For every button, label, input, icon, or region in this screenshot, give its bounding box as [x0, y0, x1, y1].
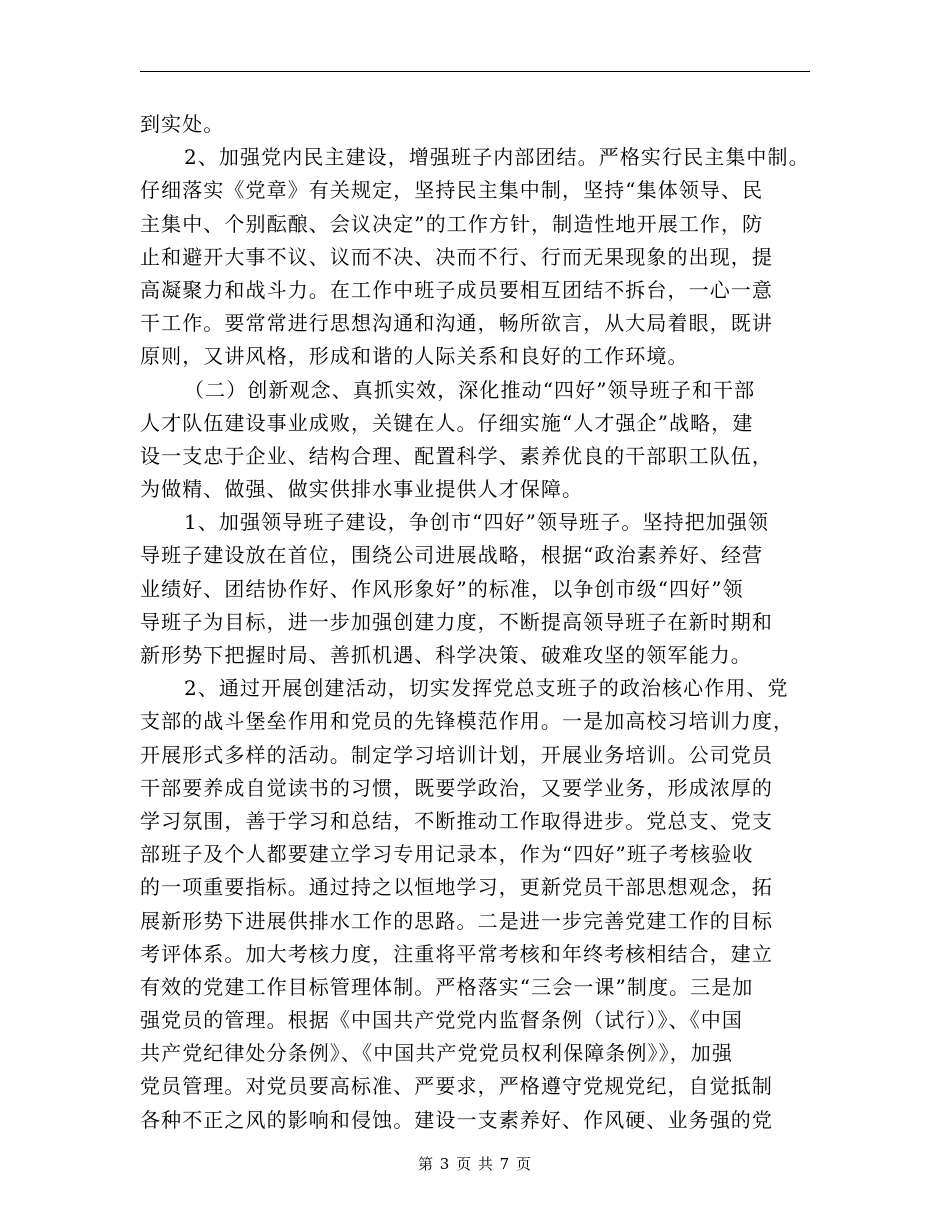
text-line: 1、加强领导班子建设，争创市“四好”领导班子。坚持把加强领	[184, 510, 770, 535]
text-line: 开展形式多样的活动。制定学习培训计划，开展业务培训。公司党员	[140, 742, 773, 767]
text-line: 支部的战斗堡垒作用和党员的先锋模范作用。一是加高校习培训力度，	[140, 709, 795, 734]
text-line: 干工作。要常常进行思想沟通和沟通，畅所欲言，从大局着眼，既讲	[140, 311, 773, 336]
text-line: 导班子为目标，进一步加强创建力度，不断提高领导班子在新时期和	[140, 609, 773, 634]
text-line: 考评体系。加大考核力度，注重将平常考核和年终考核相结合，建立	[140, 941, 773, 966]
text-line: 干部要养成自觉读书的习惯，既要学政治，又要学业务，形成浓厚的	[140, 775, 773, 800]
text-line: 2、加强党内民主建设，增强班子内部团结。严格实行民主集中制。	[184, 145, 810, 170]
text-line: 高凝聚力和战斗力。在工作中班子成员要相互团结不拆台，一心一意	[140, 277, 773, 302]
text-line: 为做精、做强、做实供排水事业提供人才保障。	[140, 477, 584, 502]
text-line: 止和避开大事不议、议而不决、决而不行、行而无果现象的出现，提	[140, 244, 773, 269]
text-line: 2、通过开展创建活动，切实发挥党总支班子的政治核心作用、党	[184, 676, 789, 701]
text-line: 导班子建设放在首位，围绕公司进展战略，根据“政治素养好、经营	[140, 543, 764, 568]
text-line: 仔细落实《党章》有关规定，坚持民主集中制，坚持“集体领导、民	[140, 178, 764, 203]
text-line: 有效的党建工作目标管理体制。严格落实“三会一课”制度。三是加	[140, 974, 754, 999]
header-rule	[140, 71, 810, 72]
text-line: 到实处。	[140, 112, 225, 136]
text-line: 部班子及个人都要建立学习专用记录本，作为“四好”班子考核验收	[140, 842, 754, 867]
text-line: 共产党纪律处分条例》、《中国共产党党员权利保障条例》》，加强	[140, 1041, 733, 1066]
text-line: 强党员的管理。根据《中国共产党党内监督条例（试行）》、《中国	[140, 1008, 743, 1033]
text-line: 原则，又讲风格，形成和谐的人际关系和良好的工作环境。	[140, 344, 689, 369]
page-footer: 第 3 页 共 7 页	[418, 1155, 532, 1173]
text-line: 人才队伍建设事业成败，关键在人。仔细实施“人才强企”战略，建	[140, 410, 754, 435]
text-line: （二）创新观念、真抓实效，深化推动“四好”领导班子和干部	[184, 377, 756, 402]
body-text	[140, 108, 810, 1137]
text-line: 新形势下把握时局、善抓机遇、科学决策、破难攻坚的领军能力。	[140, 643, 752, 667]
text-line: 学习氛围，善于学习和总结，不断推动工作取得进步。党总支、党支	[140, 808, 773, 833]
text-line: 的一项重要指标。通过持之以恒地学习，更新党员干部思想观念，拓	[140, 875, 773, 900]
text-line: 主集中、个别酝酿、会议决定”的工作方针，制造性地开展工作，防	[140, 211, 764, 236]
text-line: 各种不正之风的影响和侵蚀。建设一支素养好、作风硬、业务强的党	[140, 1107, 773, 1132]
text-line: 展新形势下进展供排水工作的思路。二是进一步完善党建工作的目标	[140, 908, 773, 933]
text-line: 业绩好、团结协作好、作风形象好”的标准，以争创市级“四好”领	[140, 576, 744, 601]
text-line: 设一支忠于企业、结构合理、配置科学、素养优良的干部职工队伍，	[140, 443, 773, 468]
text-line: 党员管理。对党员要高标准、严要求，严格遵守党规党纪，自觉抵制	[140, 1074, 773, 1099]
